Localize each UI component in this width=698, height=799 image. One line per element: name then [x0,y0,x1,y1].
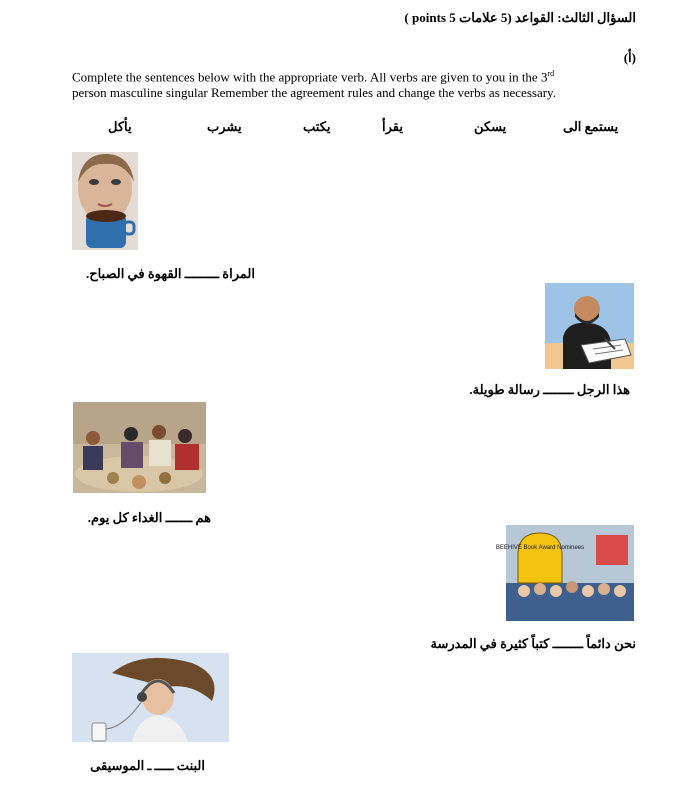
sentence-4: نحن دائماً ــــــــ كتباً كثيرة في المدرسة [430,636,636,651]
verb-live: يسكن [474,119,507,134]
question-title: السؤال الثالث: القواعد (5 علامات [458,10,636,25]
verb-eat: يأكل [108,119,132,134]
verb-drink: يشرب [207,119,242,134]
sentence-2: هذا الرجل ــــــــ رسالة طويلة. [469,382,630,397]
beehive-sign-text: BEEHIVE Book Award Nominees [495,545,585,551]
sentence-1: المراة ـــــــــ القهوة في الصباح. [85,266,255,281]
question-points: 5 points ) [404,10,456,25]
part-label: (أ) [623,50,636,65]
children-books-image [495,525,634,621]
verb-read: يقرأ [382,119,403,134]
family-eating-image [73,402,206,493]
instructions-line1: Complete the sentences below with the appropriate verb. All verbs are given to you in the 3 [72,69,548,85]
man-writing-image [545,283,634,369]
sentence-5: البنت ـــــ ـ الموسيقى [90,758,205,773]
question-heading [404,10,636,26]
girl-music-image [72,653,229,742]
verb-listen: يستمع الى [563,119,619,134]
instructions-line2: person masculine singular Remember the agreement rules and change the verbs as necessary. [72,85,556,101]
woman-coffee-image [72,152,138,250]
verb-write: يكتب [303,119,331,134]
sentence-3: هم ـــــــ الغداء كل يوم. [87,510,211,525]
instructions-sup: rd [547,69,555,78]
instructions [72,66,632,101]
